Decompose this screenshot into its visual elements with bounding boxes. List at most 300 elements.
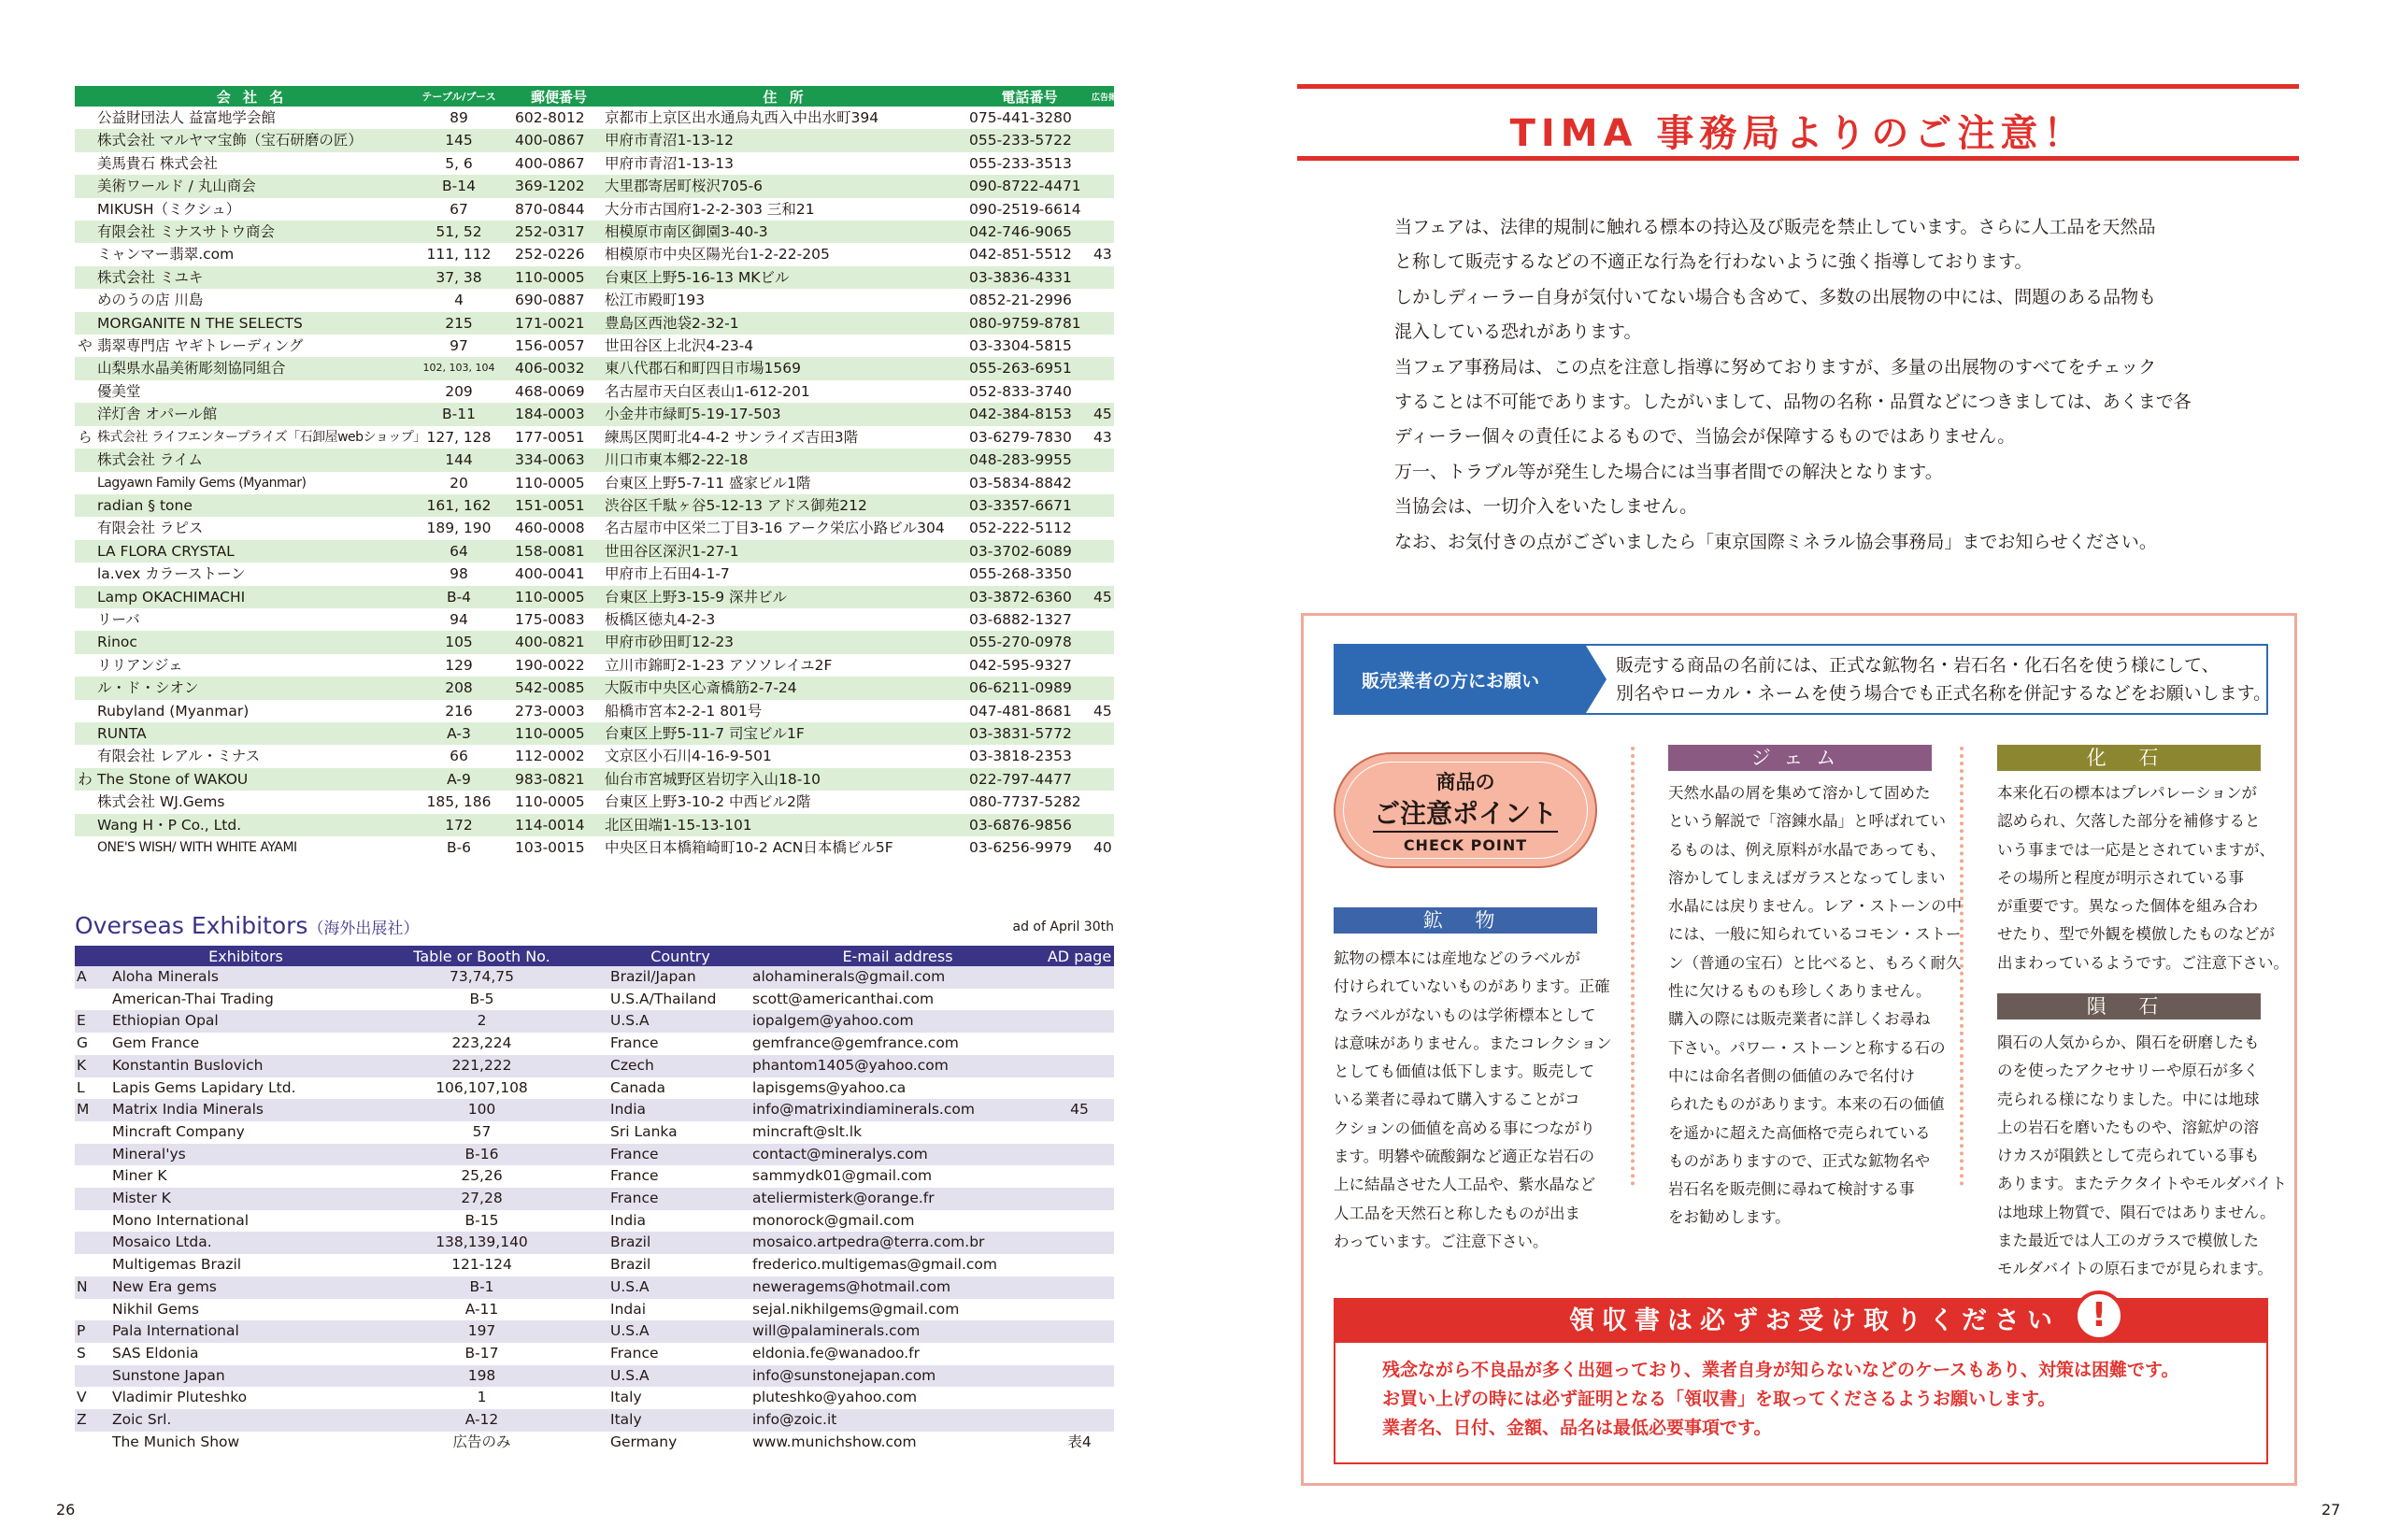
table-row	[75, 403, 1114, 425]
ad-page	[1045, 1010, 1114, 1033]
booth-number: 189, 190	[426, 520, 492, 537]
notice-line: することは不可能であります。したがいまして、品物の名称・品質などにつきましては、あくまで各	[1394, 392, 2192, 413]
fossil-body	[1997, 779, 2289, 977]
row-initial	[75, 631, 95, 653]
country: France	[610, 1167, 659, 1185]
gem-body	[1668, 779, 1962, 1233]
country: Canada	[610, 1078, 665, 1096]
email[interactable]: phantom1405@yahoo.com	[750, 1055, 1045, 1077]
address: 小金井市緑町5-19-17-503	[603, 403, 967, 425]
address: 渋谷区千駄ヶ谷5-12-13 アドス御苑212	[603, 494, 967, 517]
booth-number: 215	[408, 312, 509, 335]
dealer-request	[1334, 644, 2272, 715]
address: 甲府市上石田4-1-7	[605, 565, 730, 583]
body-line: は地球上物質で、隕石ではありません。	[1997, 1203, 2276, 1221]
phone: 055-270-0978	[967, 631, 1092, 653]
country: Brazil	[582, 1232, 750, 1254]
phone: 048-283-9955	[967, 449, 1092, 471]
phone: 042-851-5512	[969, 246, 1072, 264]
booth-number: 広告のみ	[452, 1433, 511, 1450]
exhibitor-name: Vladimir Pluteshko	[112, 1389, 248, 1406]
exhibitor-name: SAS Eldonia	[112, 1344, 199, 1362]
email[interactable]: pluteshko@yahoo.com	[752, 1389, 918, 1406]
address: 大里郡寄居町桜沢705-6	[603, 175, 967, 197]
ad-page: 43	[1093, 428, 1112, 446]
booth-number: 145	[408, 129, 509, 151]
ad-page	[1045, 1299, 1114, 1321]
request-line: 販売する商品の名前には、正式な鉱物名・岩石名・化石名を使う様にして、	[1616, 655, 2220, 676]
meteorite-heading: 隕 石	[1997, 993, 2261, 1020]
header-booth: Table or Booth No.	[381, 946, 582, 966]
booth-number: B-11	[408, 403, 509, 425]
ad-page	[1045, 1254, 1114, 1276]
phone: 03-3357-6671	[967, 494, 1092, 517]
company-name: 株式会社 マルヤマ宝飾（宝石研磨の匠）	[95, 129, 408, 151]
row-initial	[75, 494, 95, 517]
table-row	[75, 380, 1114, 403]
booth-number: 102, 103, 104	[408, 357, 509, 379]
table-row	[75, 1276, 1114, 1299]
table-row	[75, 494, 1114, 517]
email[interactable]: neweragems@hotmail.com	[750, 1276, 1045, 1299]
ad-page	[1045, 1409, 1114, 1432]
notice-line: 当フェア事務局は、この点を注意し指導に努めておりますが、多量の出展物のすべてをチェック	[1394, 356, 2157, 378]
company-name: 美馬貴石 株式会社	[97, 154, 218, 172]
company-name: 有限会社 ミナスサトウ商会	[95, 221, 408, 243]
domestic-table-header	[75, 86, 1114, 107]
caution-panel	[1301, 613, 2297, 1486]
zip-code: 184-0003	[509, 403, 603, 425]
zip-code: 158-0081	[509, 540, 603, 563]
booth-number: A-11	[464, 1300, 499, 1318]
phone: 080-9759-8781	[967, 312, 1092, 335]
row-initial	[75, 221, 95, 243]
ad-page	[1092, 677, 1114, 699]
mineral-body	[1334, 945, 1611, 1256]
table-row	[75, 814, 1114, 836]
body-line: 人工品を天然石と称したものが出ま	[1334, 1204, 1580, 1222]
ad-page	[1092, 517, 1114, 539]
body-line: 売られる様になりました。中には地球	[1997, 1090, 2260, 1108]
address: 文京区小石川4-16-9-501	[605, 748, 772, 765]
domestic-exhibitor-table	[75, 86, 1135, 859]
country: Italy	[582, 1409, 750, 1432]
booth-number: 64	[408, 540, 509, 563]
phone: 055-268-3350	[969, 565, 1072, 583]
ad-page: 43	[1093, 246, 1112, 264]
zip-code: 252-0317	[509, 221, 603, 243]
header-ad: 広告掲載頁	[1092, 86, 1114, 107]
ad-page: 45	[1093, 702, 1112, 720]
table-row	[75, 335, 1114, 357]
row-initial	[75, 989, 110, 1011]
ad-page	[1092, 175, 1114, 197]
ad-page	[1092, 472, 1114, 494]
email[interactable]: gemfrance@gemfrance.com	[752, 1034, 959, 1052]
zip-code: 252-0226	[515, 246, 585, 264]
row-initial	[75, 517, 95, 539]
email[interactable]: lapisgems@yahoo.ca	[752, 1078, 907, 1096]
country: Czech	[582, 1055, 750, 1077]
mineral-heading: 鉱 物	[1334, 907, 1597, 934]
country: France	[582, 1188, 750, 1210]
ad-page	[1092, 312, 1114, 335]
phone: 080-7737-5282	[969, 793, 1081, 811]
phone: 042-384-8153	[967, 403, 1092, 425]
row-initial: ら	[78, 428, 93, 446]
exhibitor-name: Lapis Gems Lapidary Ltd.	[112, 1078, 296, 1096]
booth-number: 144	[408, 449, 509, 471]
company-name: RUNTA	[95, 722, 408, 745]
header-tel: 電話番号	[967, 86, 1092, 107]
body-line: られたものがあります。本来の石の価値	[1668, 1095, 1945, 1114]
company-name: 公益財団法人 益富地学会館	[97, 109, 276, 126]
exhibitor-name: Aloha Minerals	[110, 966, 381, 989]
company-name: リーバ	[97, 610, 140, 628]
company-name: Lamp OKACHIMACHI	[95, 586, 408, 608]
body-line: 購入の際には販売業者に詳しくお尋ね	[1668, 1010, 1931, 1029]
ad-page	[1045, 1165, 1114, 1188]
country: France	[582, 1144, 750, 1166]
body-line: ものがありますので、正式な鉱物名や	[1668, 1151, 1931, 1170]
ad-page	[1045, 1121, 1114, 1144]
title-banner	[1297, 84, 2299, 161]
body-line: 上の岩石を磨いたものや、溶鉱炉の溶	[1997, 1118, 2260, 1136]
exhibitor-name: Matrix India Minerals	[110, 1099, 381, 1121]
email[interactable]: info@sunstonejapan.com	[750, 1365, 1045, 1388]
row-initial	[75, 722, 95, 745]
table-row	[75, 1033, 1114, 1055]
country: U.S.A/Thailand	[610, 990, 717, 1007]
booth-number: 20	[450, 474, 468, 492]
body-line: 鉱物の標本には産地などのラベルが	[1334, 949, 1580, 967]
row-initial	[75, 357, 95, 379]
body-line: には、一般に知られているコモン・ストー	[1668, 925, 1962, 944]
notice-line: と称して販売するなどの不適正な行為を行わないように強く指導しております。	[1394, 251, 2033, 273]
exhibitor-name: Ethiopian Opal	[110, 1010, 381, 1033]
zip-code: 110-0005	[509, 266, 603, 289]
body-line: 業者名、日付、金額、品名は最低必要事項です。	[1382, 1418, 1772, 1438]
phone: 0852-21-2996	[969, 292, 1072, 309]
ad-page	[1092, 608, 1114, 631]
company-name: Wang H・P Co., Ltd.	[95, 814, 408, 836]
body-line: クションの価値を高める事につながり	[1334, 1119, 1595, 1137]
company-name: 有限会社 レアル・ミナス	[97, 748, 261, 765]
booth-number: 2	[381, 1010, 582, 1033]
body-line: けカスが隕鉄として売られている事も	[1997, 1147, 2260, 1165]
booth-number: A-12	[381, 1409, 582, 1432]
address: 名古屋市天白区表山1-612-201	[605, 382, 810, 400]
booth-number: B-16	[381, 1144, 582, 1166]
email[interactable]: mosaico.artpedra@terra.com.br	[750, 1232, 1045, 1254]
booth-number: 5, 6	[445, 154, 473, 172]
booth-number: 100	[381, 1099, 582, 1121]
ad-page	[1045, 1033, 1114, 1055]
notice-line: 万一、トラブル等が発生した場合には当事者間での解決となります。	[1394, 461, 1943, 482]
address: 松江市殿町193	[605, 292, 706, 309]
zip-code: 690-0887	[515, 292, 585, 309]
zip-code: 983-0821	[509, 768, 603, 791]
row-initial	[75, 791, 95, 813]
booth-number: 57	[472, 1122, 492, 1140]
phone: 03-5834-8842	[969, 474, 1072, 492]
row-initial	[75, 472, 95, 494]
table-row	[75, 608, 1114, 631]
booth-number: 98	[450, 565, 468, 583]
address: 大阪市中央区心斎橋筋2-7-24	[603, 677, 967, 699]
ad-page	[1092, 266, 1114, 289]
email[interactable]: info@zoic.it	[750, 1409, 1045, 1432]
row-initial	[75, 836, 95, 859]
booth-number: 111, 112	[426, 246, 492, 264]
body-line: ン（普通の宝石）と比べると、もろく耐久	[1668, 953, 1962, 972]
ad-page	[1092, 129, 1114, 151]
zip-code: 542-0085	[509, 677, 603, 699]
notice-line: 混入している恐れがあります。	[1394, 321, 1642, 343]
ad-page: 45	[1045, 1099, 1114, 1121]
ad-page	[1092, 814, 1114, 836]
email[interactable]: sammydk01@gmail.com	[752, 1167, 933, 1185]
table-row	[75, 768, 1114, 791]
table-row	[75, 791, 1114, 813]
address: 台東区上野5-7-11 盛家ビル1階	[605, 474, 811, 492]
check-title-2: ご注意ポイント	[1373, 798, 1557, 829]
check-title-1: 商品の	[1435, 771, 1495, 793]
body-line: あります。またテクタイトやモルダバイト	[1997, 1175, 2288, 1193]
table-row	[75, 198, 1114, 221]
ad-page	[1092, 494, 1114, 517]
exhibitor-name: Multigemas Brazil	[112, 1256, 242, 1274]
table-row	[75, 152, 1114, 175]
booth-number: 4	[454, 292, 464, 309]
phone: 055-263-6951	[967, 357, 1092, 379]
page-number-right: 27	[2321, 1501, 2341, 1519]
divider	[1373, 831, 1558, 833]
table-row	[75, 1121, 1114, 1144]
email[interactable]: scott@americanthai.com	[752, 990, 935, 1007]
exhibitor-name: Mono International	[112, 1211, 250, 1229]
receipt-heading: 領収書は必ずお受け取りください	[1335, 1300, 2266, 1343]
header-company: 会 社 名	[95, 86, 408, 107]
email[interactable]: info@matrixindiaminerals.com	[750, 1099, 1045, 1121]
body-line: 中には命名者側の価値のみで名付け	[1668, 1066, 1915, 1085]
email[interactable]: frederico.multigemas@gmail.com	[752, 1256, 997, 1274]
country: U.S.A	[582, 1320, 750, 1343]
booth-number: 223,224	[451, 1034, 512, 1052]
table-row	[75, 357, 1114, 379]
ad-page	[1045, 1077, 1114, 1100]
phone: 055-233-3513	[969, 154, 1072, 172]
body-line: 水晶には戻りません。レア・ストーンの中	[1668, 897, 1963, 916]
address: 川口市東本郷2-22-18	[603, 449, 967, 471]
email[interactable]: monorock@gmail.com	[752, 1211, 915, 1229]
row-initial	[75, 289, 95, 311]
body-line: いう事までは一応是とされていますが、	[1997, 840, 2275, 859]
header-exhibitors: Exhibitors	[110, 946, 381, 966]
address: 立川市錦町2-1-23 アソソレイユ2F	[605, 656, 833, 674]
ad-page: 45	[1092, 586, 1114, 608]
email[interactable]: mincraft@slt.lk	[752, 1122, 863, 1140]
zip-code: 400-0821	[509, 631, 603, 653]
ad-page	[1045, 1387, 1114, 1409]
body-line: いる業者に尋ねて購入することがコ	[1334, 1091, 1580, 1109]
row-initial: わ	[75, 768, 95, 791]
email[interactable]: sejal.nikhilgems@gmail.com	[752, 1300, 960, 1318]
company-name: LA FLORA CRYSTAL	[95, 540, 408, 563]
zip-code: 114-0014	[509, 814, 603, 836]
zip-code: 273-0003	[515, 702, 585, 720]
country: Brazil	[610, 1256, 651, 1274]
company-name: MIKUSH（ミクシュ）	[97, 200, 241, 218]
body-line: また最近では人工のガラスで模倣した	[1997, 1232, 2260, 1250]
booth-number: 197	[381, 1320, 582, 1343]
table-row	[75, 989, 1114, 1011]
zip-code: 151-0051	[509, 494, 603, 517]
address: 台東区上野3-15-9 深井ビル	[603, 586, 967, 608]
address: 甲府市青沼1-13-12	[603, 129, 967, 151]
email[interactable]: iopalgem@yahoo.com	[750, 1010, 1045, 1033]
ad-page	[1045, 1055, 1114, 1077]
address: 世田谷区深沢1-27-1	[603, 540, 967, 563]
ad-page	[1045, 1276, 1114, 1299]
ad-page	[1092, 152, 1114, 175]
zip-code: 175-0083	[515, 610, 585, 628]
exhibitor-name: New Era gems	[110, 1276, 381, 1299]
address: 世田谷区上北沢4-23-4	[605, 337, 754, 355]
row-initial	[75, 1232, 110, 1254]
company-name: 山梨県水晶美術彫刻協同組合	[95, 357, 408, 379]
body-line: のを使ったアクセサリーや原石が多く	[1997, 1062, 2260, 1080]
ad-page	[1092, 631, 1114, 653]
booth-number: 106,107,108	[436, 1078, 528, 1096]
ad-page	[1092, 335, 1114, 357]
table-row	[75, 1320, 1114, 1343]
ad-page	[1045, 1144, 1114, 1166]
body-line: 付けられていないものがあります。正確	[1334, 977, 1610, 996]
address: 東八代郡石和町四日市場1569	[603, 357, 967, 379]
booth-number: 121-124	[451, 1256, 512, 1274]
email[interactable]: contact@mineralys.com	[750, 1144, 1045, 1166]
country: Indai	[610, 1300, 647, 1318]
booth-number: 25,26	[461, 1167, 503, 1185]
header-zip: 郵便番号	[509, 86, 603, 107]
phone: 03-3702-6089	[967, 540, 1092, 563]
booth-number: 185, 186	[426, 793, 492, 811]
phone: 06-6211-0989	[967, 677, 1092, 699]
email[interactable]: alohaminerals@gmail.com	[750, 966, 1045, 989]
ad-page	[1092, 768, 1114, 791]
body-line: 性に欠けるものも珍しくありません。	[1668, 982, 1932, 1001]
country: U.S.A	[582, 1365, 750, 1388]
body-line: を遥かに超えた高価格で売られている	[1668, 1123, 1931, 1142]
table-row	[75, 1254, 1114, 1276]
table-row	[75, 1232, 1114, 1254]
row-initial	[75, 814, 95, 836]
table-row	[75, 700, 1114, 722]
header-country: Country	[582, 946, 750, 966]
zip-code: 110-0005	[509, 722, 603, 745]
country: France	[610, 1034, 659, 1052]
table-row	[75, 540, 1114, 563]
table-row	[75, 243, 1114, 265]
email[interactable]: will@palaminerals.com	[750, 1320, 1045, 1343]
zip-code: 156-0057	[515, 337, 585, 355]
address: 台東区上野3-10-2 中西ビル2階	[605, 793, 811, 811]
body-line: という解説で「溶錬水晶」と呼ばれてい	[1668, 812, 1946, 831]
email[interactable]: eldonia.fe@wanadoo.fr	[752, 1344, 920, 1362]
notice-line: 当フェアは、法律的規制に触れる標本の持込及び販売を禁止しています。さらに人工品を天然品	[1394, 217, 2156, 237]
table-row	[75, 289, 1114, 311]
address: 名古屋市中区栄二丁目3-16 アーク栄広小路ビル304	[605, 520, 945, 537]
country: India	[582, 1099, 750, 1121]
company-name: ONE'S WISH/ WITH WHITE AYAMI	[97, 840, 297, 855]
zip-code: 400-0867	[509, 129, 603, 151]
phone: 03-3304-5815	[969, 337, 1072, 355]
company-name: 洋灯舎 オパール館	[95, 403, 408, 425]
row-initial: E	[75, 1010, 110, 1033]
body-line: 下さい。パワー・ストーンと称する石の	[1668, 1038, 1946, 1057]
country: Brazil/Japan	[582, 966, 750, 989]
table-row	[75, 966, 1114, 989]
booth-number: 172	[408, 814, 509, 836]
address: 板橋区徳丸4-2-3	[605, 610, 716, 628]
table-row	[75, 722, 1114, 745]
check-point-badge	[1334, 752, 1597, 868]
zip-code: 468-0069	[515, 382, 585, 400]
row-initial	[75, 107, 95, 129]
header-adpage: AD page	[1045, 946, 1114, 966]
booth-number: 216	[445, 702, 473, 720]
table-row	[75, 836, 1114, 859]
email[interactable]: ateliermisterk@orange.fr	[750, 1188, 1045, 1210]
row-initial	[75, 1165, 110, 1188]
row-initial	[75, 129, 95, 151]
address: 大分市古国府1-2-2-303 三和21	[605, 200, 815, 218]
table-row	[75, 1299, 1114, 1321]
row-initial	[75, 1365, 110, 1388]
dealer-request-label: 販売業者の方にお願い	[1335, 646, 1586, 713]
body-line: 残念ながら不良品が多く出廻っており、業者自身が知らないなどのケースもあり、対策は困難です。	[1382, 1360, 2179, 1380]
ad-page	[1092, 791, 1114, 813]
body-line: が重要です。異なった個体を組み合わ	[1997, 897, 2259, 916]
row-initial	[75, 1299, 110, 1321]
body-line: お買い上げの時には必ず証明となる「領収書」を取ってくださるようお願いします。	[1382, 1389, 2056, 1409]
booth-number: 1	[477, 1389, 487, 1406]
booth-number: B-1	[381, 1276, 582, 1299]
ad-page	[1092, 289, 1114, 311]
body-line: るものは、例え原料が水晶であっても、	[1668, 840, 1946, 859]
body-line: 岩石名を販売側に尋ねて検討する事	[1668, 1180, 1915, 1199]
address: 相模原市中央区陽光台1-2-22-205	[605, 246, 830, 264]
ad-page	[1092, 380, 1114, 403]
check-title-3: CHECK POINT	[1403, 836, 1528, 854]
booth-number: B-15	[464, 1211, 499, 1229]
phone: 03-3836-4331	[967, 266, 1092, 289]
zip-code: 460-0008	[515, 520, 585, 537]
row-initial: N	[75, 1276, 110, 1299]
ad-page	[1092, 563, 1114, 585]
ad-page	[1092, 449, 1114, 471]
ad-page	[1045, 1343, 1114, 1365]
table-row	[75, 586, 1114, 608]
table-row	[75, 221, 1114, 243]
company-name: めのうの店 川島	[97, 292, 204, 309]
table-row	[75, 266, 1114, 289]
booth-number: 209	[445, 382, 473, 400]
booth-number: 67	[450, 200, 468, 218]
row-initial	[75, 677, 95, 699]
email[interactable]: www.munichshow.com	[752, 1433, 917, 1450]
